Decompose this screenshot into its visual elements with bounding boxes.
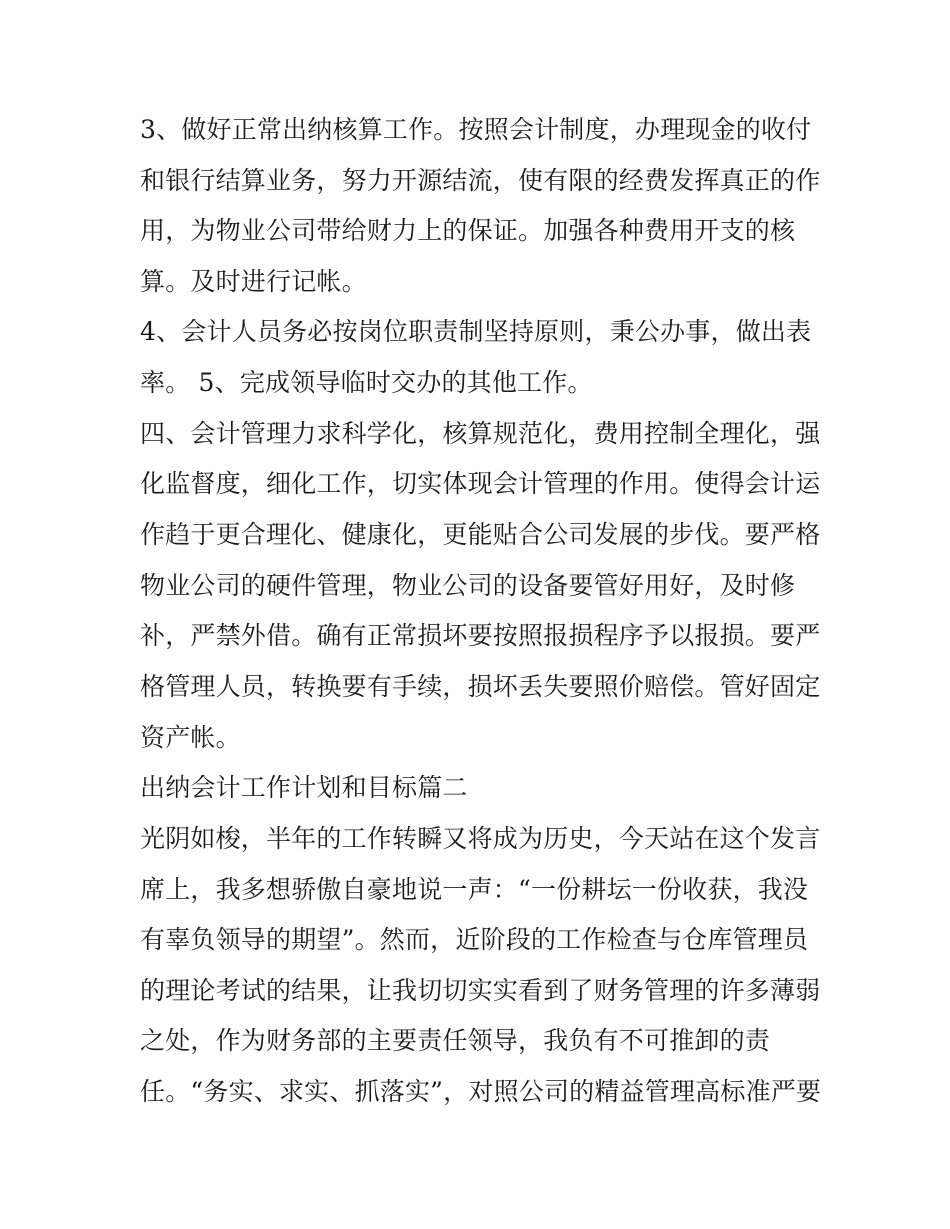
text-line: 和银行结算业务，努力开源结流，使有限的经费发挥真正的作 (140, 166, 821, 195)
text-line: 四、会计管理力求科学化，核算规范化，费用控制全理化，强 (140, 419, 821, 448)
text-line: 用，为物业公司带给财力上的保证。加强各种费用开支的核 (140, 216, 796, 245)
text-line: 格管理人员，转换要有手续，损坏丢失要照价赔偿。管好固定 (140, 672, 821, 701)
text-line: 有辜负领导的期望”。然而，近阶段的工作检查与仓库管理员 (140, 925, 809, 954)
section-heading: 出纳会计工作计划和目标篇二 (140, 773, 468, 802)
text-line: 4、会计人员务必按岗位职责制坚持原则，秉公办事，做出表 (140, 317, 812, 346)
text-line: 之处，作为财务部的主要责任领导，我负有不可推卸的责 (140, 1026, 771, 1055)
text-line: 物业公司的硬件管理，物业公司的设备要管好用好，及时修 (140, 571, 796, 600)
text-line: 3、做好正常出纳核算工作。按照会计制度，办理现金的收付 (140, 115, 812, 144)
text-line: 资产帐。 (140, 723, 241, 752)
text-line: 化监督度，细化工作，切实体现会计管理的作用。使得会计运 (140, 469, 821, 498)
text-line: 作趋于更合理化、健康化，更能贴合公司发展的步伐。要严格 (140, 520, 821, 549)
text-line: 补，严禁外借。确有正常损坏要按照报损程序予以报损。要严 (140, 621, 821, 650)
text-line: 席上，我多想骄傲自豪地说一声：“一份耕坛一份收获，我没 (140, 875, 809, 904)
text-line: 率。 5、完成领导临时交办的其他工作。 (140, 368, 593, 397)
text-line: 的理论考试的结果，让我切切实实看到了财务管理的许多薄弱 (140, 976, 821, 1005)
text-line: 算。及时进行记帐。 (140, 267, 367, 296)
text-line: 任。“务实、求实、抓落实”，对照公司的精益管理高标准严要 (140, 1077, 822, 1106)
text-line: 光阴如梭，半年的工作转瞬又将成为历史，今天站在这个发言 (140, 824, 821, 853)
